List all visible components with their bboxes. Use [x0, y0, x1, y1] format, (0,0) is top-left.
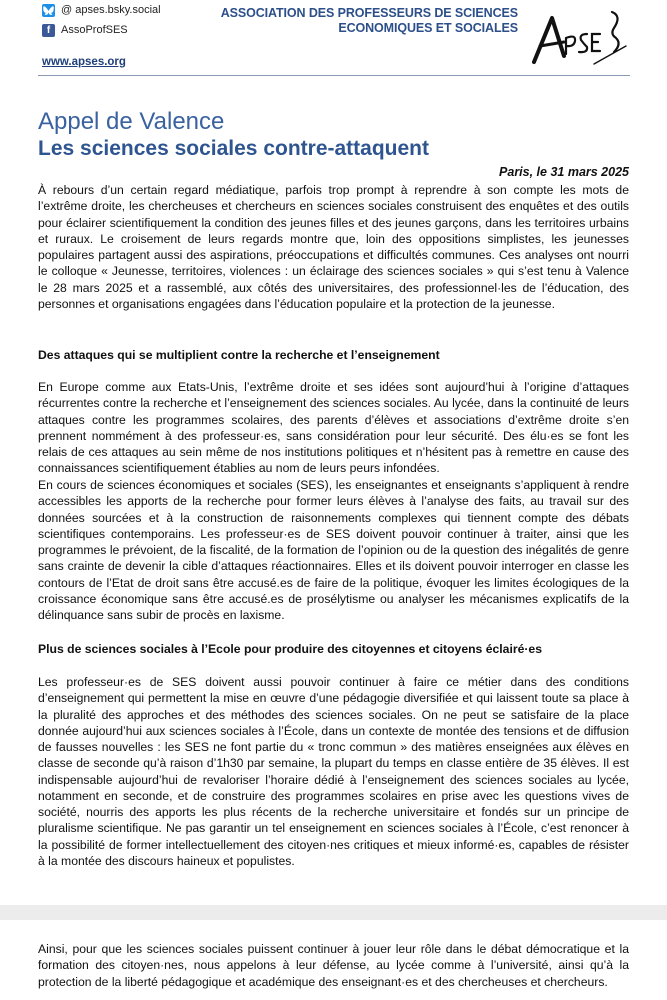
- section-2-paragraph-1: Les professeur·es de SES doivent aussi pouvoir continuer à faire ce métier dans des conditions d’enseignement qui permettent la mise en œuvre d’une pédagogie diversifiée et qui laissent toute sa place à la pluralité des approches et des méthodes des sciences sociales. On ne peut se satisfaire de la place donnée aujourd’hui aux sciences sociales à l’École, dans un contexte de montée des tensions et de diffusion de fausses nouvelles : les SES ne font partie du « tronc commun » des matières enseignées aux élèves en classe de seconde qu’à raison d’1h30 par semaine, la plupart du temps en classe entière de 35 élèves. Il est indispensable aujourd’hui de revaloriser l’horaire dédié à l’enseignement des sciences sociales au lycée, notamment en seconde, et de construire des programmes scolaires en prise avec les questions vives de société, nourris des apports les plus récents de la recherche universitaire et fondés sur un principe de pluralisme scientifique. Ne pas garantir un tel enseignement en sciences sociales à l’École, c’est renoncer à la possibilité de former intellectuellement des citoyen·nes critiques et mieux informé·es, capables de résister à la montée des discours haineux et populistes.: [38, 675, 629, 868]
- website-link[interactable]: www.apses.org: [42, 56, 126, 68]
- page-separator: [0, 905, 667, 920]
- bluesky-handle: @ apses.bsky.social: [61, 4, 161, 16]
- section-heading-more-social-sciences: Plus de sciences sociales à l’Ecole pour produire des citoyennes et citoyens éclairé·es: [38, 642, 542, 656]
- bluesky-link[interactable]: [42, 2, 161, 19]
- bluesky-icon: [42, 4, 55, 17]
- dateline: Paris, le 31 mars 2025: [499, 165, 629, 179]
- conclusion-paragraph: Ainsi, pour que les sciences sociales puissent continuer à jouer leur rôle dans le débat démocratique et la formation des citoyen·nes, nous appelons à leur défense, au lycée comme à l’université, ainsi qu’à la protection de la liberté pédagogique et académique des enseignant·es et des chercheuses et chercheurs.: [38, 942, 629, 989]
- section-1-paragraph-2: En cours de sciences économiques et sociales (SES), les enseignantes et enseignants s’appliquent à rendre accessibles les apports de la recherche pour former leurs élèves à l’analyse des faits, au travail sur des données sourcées et à la construction de raisonnements complexes qui tiennent compte des débats scientifiques contemporains. Les professeur·es de SES doivent pouvoir continuer à traiter, ainsi que les programmes le prévoient, de la fiscalité, de la formation de l’opinion ou de la question des inégalités de genre sans crainte de devenir la cible d’attaques réactionnaires. Elles et ils doivent pouvoir interroger en classe les contours de l’Etat de droit sans être accusé.es de faire de la politique, évoquer les limites écologiques de la croissance économique sans être accusé.es de prosélytisme ou analyser les mécanismes explicatifs de la délinquance sans subir de procès en laxisme.: [38, 478, 629, 622]
- association-line-2: ECONOMIQUES ET SOCIALES: [338, 21, 518, 35]
- facebook-handle: AssoProfSES: [61, 24, 128, 36]
- document-page-2: [0, 920, 667, 1000]
- section-1-paragraph-1: En Europe comme aux Etats-Unis, l’extrême droite et ses idées sont aujourd’hui à l’origine d’attaques récurrentes contre la recherche et l’enseignement des sciences sociales. Au lycée, dans la continuité de leurs attaques contre les programmes scolaires, des parents d’élèves et associations d’extrême droite s’en prennent nommément à des professeur·es, sans considération pour leur sécurité. Des élu·es se font les relais de ces attaques au sein même de nos institutions politiques et n’hésitent pas à remettre en cause des connaissances scientifiquement établies au nom de leurs peurs infondées.: [38, 380, 629, 476]
- document-subtitle: Les sciences sociales contre-attaquent: [38, 137, 429, 160]
- document-title: Appel de Valence: [38, 108, 225, 135]
- facebook-icon: f: [42, 24, 55, 37]
- intro-paragraph: À rebours d’un certain regard médiatique, parfois trop prompt à reprendre à son compte les mots de l’extrême droite, les chercheuses et chercheurs en sciences sociales construisent des enquêtes et des outils pour éclairer scientifiquement la condition des jeunes filles et des jeunes garçons, dans les territoires urbains et ruraux. Le croisement de leurs regards montre que, loin des oppositions simplistes, les jeunesses populaires partagent aussi des aspirations, préoccupations et difficultés communes. Ces analyses ont nourri le colloque « Jeunesse, territoires, violences : un éclairage des sciences sociales » qui s’est tenu à Valence le 28 mars 2025 et a rassemblé, aux côtés des universitaires, des professionnel·les de l’éducation, des personnes et organisations engagées dans l’éducation populaire et la protection de la jeunesse.: [38, 183, 629, 311]
- association-line-1: ASSOCIATION DES PROFESSEURS DE SCIENCES: [220, 6, 518, 20]
- facebook-link[interactable]: [42, 22, 161, 39]
- section-heading-attacks: Des attaques qui se multiplient contre la recherche et l’enseignement: [38, 348, 440, 362]
- association-name: [200, 6, 518, 36]
- header-divider: [38, 75, 630, 76]
- apses-logo: [530, 4, 630, 66]
- social-links: [42, 2, 161, 39]
